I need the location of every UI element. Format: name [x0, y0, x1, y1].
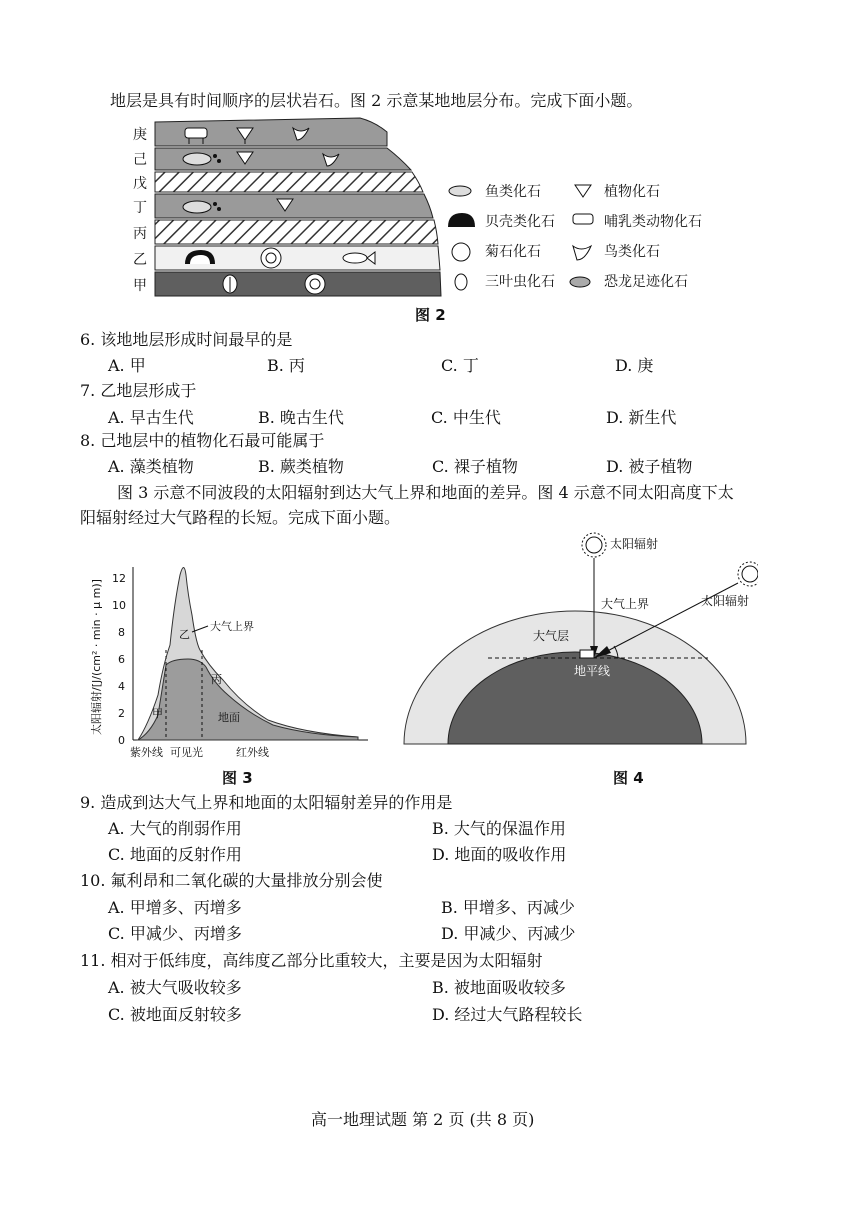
- fig3-label-bing: 丙: [211, 673, 222, 686]
- legend-fish: 鱼类化石: [485, 184, 541, 200]
- figure-3-caption: 图 3: [222, 769, 253, 787]
- q10-stem: 10. 氟利昂和二氧化碳的大量排放分别会使: [80, 871, 383, 890]
- q6-option-d[interactable]: D. 庚: [615, 356, 654, 375]
- q6-option-c[interactable]: C. 丁: [441, 356, 479, 375]
- q10-option-b[interactable]: B. 甲增多、丙减少: [441, 898, 575, 917]
- q9-option-a[interactable]: A. 大气的削弱作用: [108, 819, 242, 838]
- intro-paragraph-2-line-1: 图 3 示意不同波段的太阳辐射到达大气上界和地面的差异。图 4 示意不同太阳高度下太: [117, 483, 734, 502]
- ytick-2: 2: [118, 707, 125, 720]
- q10-option-a[interactable]: A. 甲增多、丙增多: [108, 898, 242, 917]
- figure-3-spectrum: [88, 555, 378, 765]
- bird-fossil-icon: [573, 246, 591, 260]
- layer-label-bing: 丙: [133, 226, 147, 242]
- q9-stem: 9. 造成到达大气上界和地面的太阳辐射差异的作用是: [80, 793, 453, 812]
- figure-2-caption: 图 2: [415, 306, 446, 324]
- shell-fossil-icon: [448, 213, 475, 227]
- ytick-10: 10: [112, 599, 126, 612]
- layer-label-geng: 庚: [133, 127, 147, 143]
- legend-trilobite: 三叶虫化石: [485, 274, 555, 290]
- layer-wu: [155, 172, 423, 192]
- fish-fossil-icon: [449, 186, 471, 196]
- q11-option-d[interactable]: D. 经过大气路程较长: [432, 1005, 583, 1024]
- q11-option-c[interactable]: C. 被地面反射较多: [108, 1005, 242, 1024]
- figure-2-strata: [125, 112, 735, 312]
- right-angle-marker: [580, 650, 594, 658]
- layer-label-ding: 丁: [133, 200, 147, 216]
- intro-paragraph-1: 地层是具有时间顺序的层状岩石。图 2 示意某地地层分布。完成下面小题。: [110, 91, 643, 110]
- ytick-12: 12: [112, 572, 126, 585]
- fig3-label-jia: 甲: [152, 707, 163, 720]
- mammal-fossil-icon: [573, 214, 593, 224]
- fig3-label-yi: 乙: [179, 628, 190, 641]
- q6-stem: 6. 该地地层形成时间最早的是: [80, 330, 293, 349]
- q9-option-c[interactable]: C. 地面的反射作用: [108, 845, 242, 864]
- fig3-ground-curve: [138, 659, 358, 740]
- q8-option-c[interactable]: C. 裸子植物: [432, 457, 518, 476]
- fig3-label-ground: 地面: [218, 711, 240, 724]
- q9-option-b[interactable]: B. 大气的保温作用: [432, 819, 566, 838]
- legend-plant: 植物化石: [604, 184, 660, 200]
- sun-icon: [738, 562, 758, 586]
- q11-stem: 11. 相对于低纬度，高纬度乙部分比重较大，主要是因为太阳辐射: [80, 951, 543, 970]
- ammonite-fossil-icon: [305, 274, 325, 294]
- fig2-legend: [448, 183, 702, 290]
- q8-option-b[interactable]: B. 蕨类植物: [258, 457, 344, 476]
- q6-option-b[interactable]: B. 丙: [267, 356, 305, 375]
- legend-dinosaur: 恐龙足迹化石: [604, 274, 688, 290]
- fig3-label-top: 大气上界: [210, 620, 254, 633]
- sun-icon: [582, 533, 606, 557]
- ammonite-fossil-icon: [261, 248, 281, 268]
- fig3-yticks: [112, 572, 126, 747]
- legend-ammonite: 菊石化石: [485, 244, 541, 260]
- legend-mammal: 哺乳类动物化石: [604, 214, 702, 230]
- q11-option-a[interactable]: A. 被大气吸收较多: [108, 978, 242, 997]
- q6-option-a[interactable]: A. 甲: [108, 356, 146, 375]
- fig4-label-sun1: 太阳辐射: [610, 537, 659, 551]
- ytick-6: 6: [118, 653, 125, 666]
- ammonite-fossil-icon: [452, 243, 470, 261]
- legend-bird: 鸟类化石: [604, 244, 660, 260]
- fig3-band-visible: 可见光: [170, 746, 203, 759]
- fig4-label-layer: 大气层: [533, 629, 570, 643]
- ytick-8: 8: [118, 626, 125, 639]
- layer-label-ji: 己: [133, 152, 147, 168]
- q9-option-d[interactable]: D. 地面的吸收作用: [432, 845, 567, 864]
- fig4-label-horizon: 地平线: [574, 664, 611, 678]
- q7-option-c[interactable]: C. 中生代: [431, 408, 501, 427]
- q7-stem: 7. 乙地层形成于: [80, 381, 197, 400]
- fig4-label-sun2: 太阳辐射: [701, 594, 750, 608]
- q8-option-a[interactable]: A. 藻类植物: [108, 457, 194, 476]
- q11-option-b[interactable]: B. 被地面吸收较多: [432, 978, 566, 997]
- layer-label-wu: 戊: [133, 176, 147, 192]
- layer-bing: [155, 220, 438, 244]
- fig3-ylabel: 太阳辐射/[J/(cm² · min · μ m)]: [90, 579, 103, 735]
- ytick-4: 4: [118, 680, 125, 693]
- figure-4-caption: 图 4: [613, 769, 644, 787]
- ytick-0: 0: [118, 734, 125, 747]
- fig3-band-ir: 红外线: [236, 746, 269, 759]
- dinosaur-track-icon: [570, 277, 590, 287]
- fig4-label-top: 大气上界: [601, 597, 650, 611]
- figure-4-atmosphere: [398, 528, 758, 746]
- trilobite-fossil-icon: [455, 274, 467, 290]
- q7-option-d[interactable]: D. 新生代: [606, 408, 677, 427]
- fig3-band-uv: 紫外线: [130, 746, 163, 759]
- trilobite-fossil-icon: [223, 275, 237, 293]
- q7-option-a[interactable]: A. 早古生代: [108, 408, 194, 427]
- q10-option-c[interactable]: C. 甲减少、丙增多: [108, 924, 242, 943]
- q7-option-b[interactable]: B. 晚古生代: [258, 408, 344, 427]
- legend-shell: 贝壳类化石: [485, 214, 555, 230]
- q10-option-d[interactable]: D. 甲减少、丙减少: [441, 924, 576, 943]
- page-footer: 高一地理试题 第 2 页 (共 8 页): [311, 1110, 535, 1129]
- intro-paragraph-2-line-2: 阳辐射经过大气路程的长短。完成下面小题。: [80, 508, 401, 527]
- layer-jia: [155, 272, 441, 296]
- q8-stem: 8. 己地层中的植物化石最可能属于: [80, 431, 325, 450]
- layer-label-yi: 乙: [133, 252, 147, 268]
- q8-option-d[interactable]: D. 被子植物: [606, 457, 693, 476]
- layer-label-jia: 甲: [133, 278, 147, 294]
- plant-fossil-icon: [575, 185, 591, 197]
